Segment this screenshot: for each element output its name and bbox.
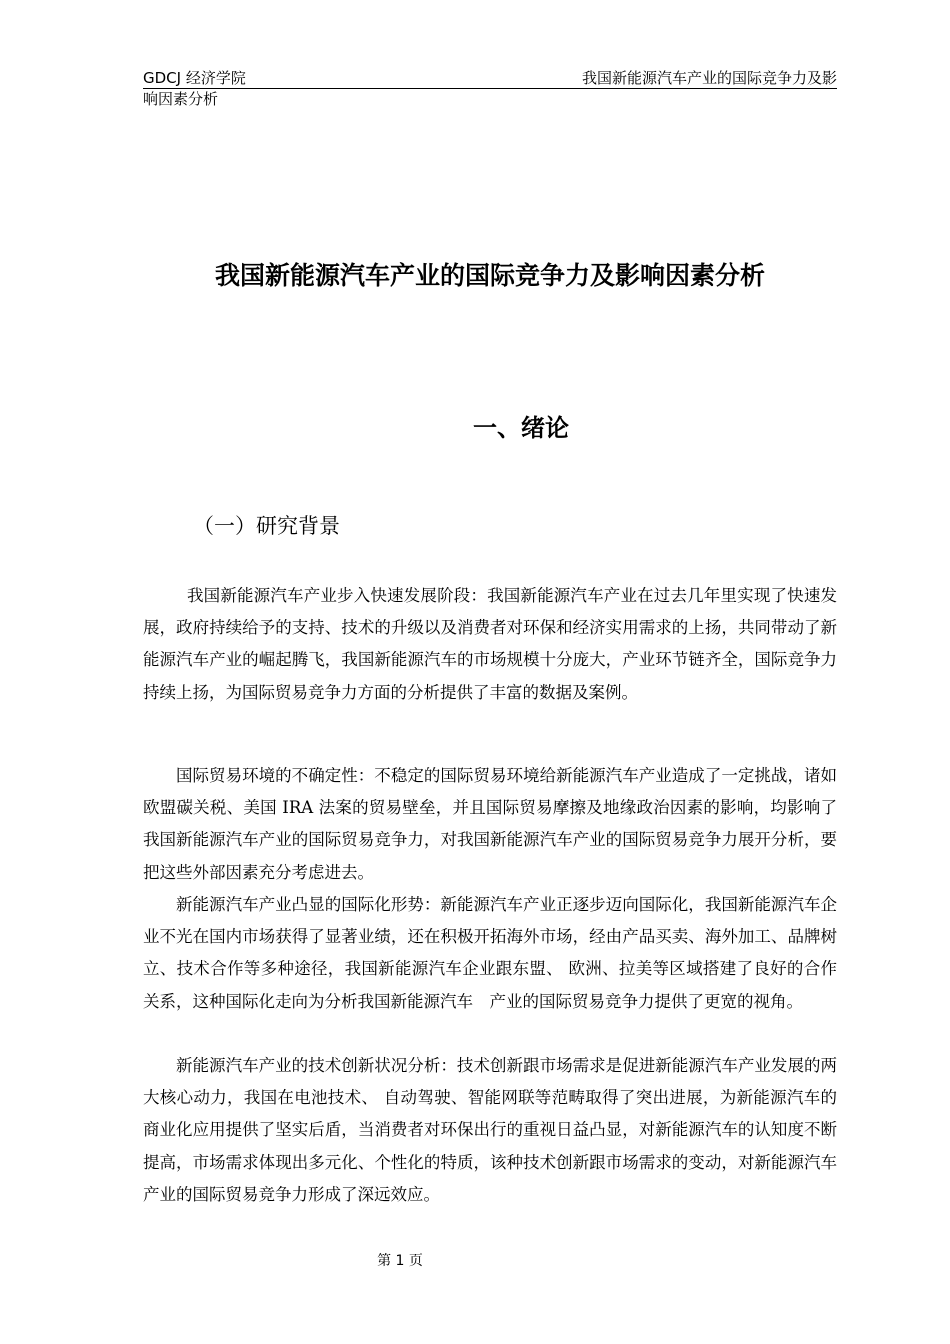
body-paragraph: 新能源汽车产业凸显的国际化形势：新能源汽车产业正逐步迈向国际化，我国新能源汽车企业不光在国内市场获得了显著业绩，还在积极开拓海外市场，经由产品买卖、海外加工、品牌树立、技术合作等多种途径，我国新能源汽车企业跟东盟、 欧洲、拉美等区域搭建了良好的合作关系，这种国际化走向为分析我国新能源汽车 产业的国际贸易竞争力提供了更宽的视角。 xyxy=(143,895,837,1011)
body-paragraph: 国际贸易环境的不确定性：不稳定的国际贸易环境给新能源汽车产业造成了一定挑战，诸如欧盟碳关税、美国 IRA 法案的贸易壁垒，并且国际贸易摩擦及地缘政治因素的影响，均影响了我国新能源汽车产业的国际贸易竞争力，对我国新能源汽车产业的国际贸易竞争力展开分析，要把这些外部因素充分考虑进去。 xyxy=(143,766,837,882)
body-paragraph: 我国新能源汽车产业步入快速发展阶段：我国新能源汽车产业在过去几年里实现了快速发展，政府持续给予的支持、技术的升级以及消费者对环保和经济实用需求的上扬，共同带动了新能源汽车产业的崛起腾飞，我国新能源汽车的市场规模十分庞大，产业环节链齐全，国际竞争力持续上扬，为国际贸易竞争力方面的分析提供了丰富的数据及案例。 xyxy=(143,586,837,702)
page-number: 第 1 页 xyxy=(377,1253,423,1269)
section-heading: 一、绪论 xyxy=(473,414,569,442)
header-rule xyxy=(143,68,837,89)
document-title: 我国新能源汽车产业的国际竞争力及影响因素分析 xyxy=(214,261,765,290)
subsection-heading: （一）研究背景 xyxy=(193,514,340,538)
header-institution: GDCJ 经济学院 xyxy=(143,69,246,87)
body-paragraph: 新能源汽车产业的技术创新状况分析：技术创新跟市场需求是促进新能源汽车产业发展的两大核心动力，我国在电池技术、 自动驾驶、智能网联等范畴取得了突出进展，为新能源汽车的商业化应用提供了坚实后盾，当消费者对环保出行的重视日益凸显，对新能源汽车的认知度不断提高，市场需求体现出多元化、个性化的特质，该种技术创新跟市场需求的变动，对新能源汽车产业的国际贸易竞争力形成了深远效应。 xyxy=(143,1056,837,1204)
header-running-title: 我国新能源汽车产业的国际竞争力及影 xyxy=(581,69,837,87)
header-running-title-continuation: 响因素分析 xyxy=(143,90,219,108)
page-header xyxy=(143,68,837,109)
